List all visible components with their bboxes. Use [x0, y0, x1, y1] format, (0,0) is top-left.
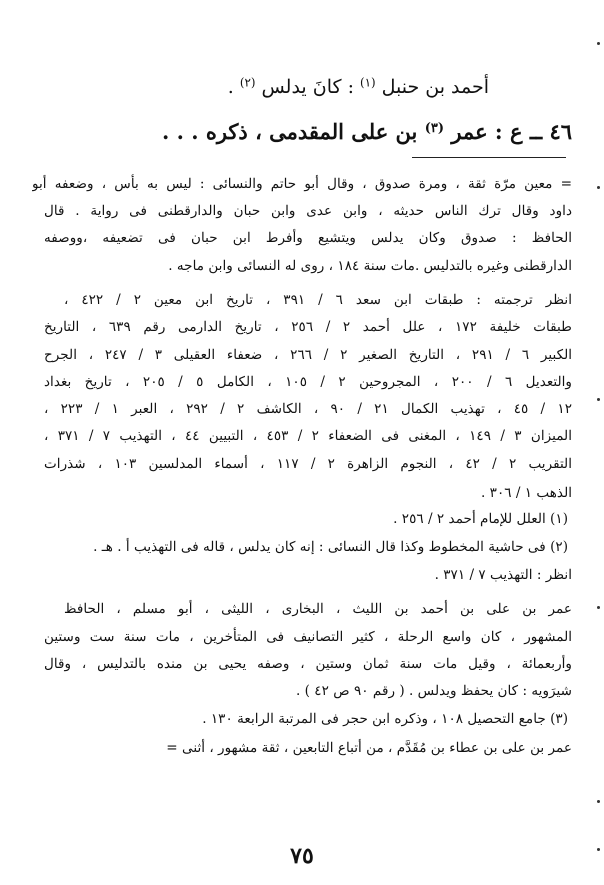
footnote-line: ١٢ / ٤٥ ، تهذيب الكمال ٢١ / ٩٠ ، الكاشف ٢ / ٢٩٢ ، العبر ١ / ٢٢٣ ،	[44, 401, 572, 417]
footnote-line: عمر بن على بن أحمد بن الليث ، البخارى ، الليثى ، أبو مسلم ، الحافظ	[64, 601, 572, 617]
footnote-line: التقريب ٢ / ٤٢ ، النجوم الزاهرة ٢ / ١١٧ ، أسماء المدلسين ١٠٣ ، شذرات	[44, 456, 572, 472]
footnote-line: (١) العلل للإمام أحمد ٢ / ٢٥٦ .	[393, 511, 568, 527]
footnote-line: انظر ترجمته : طبقات ابن سعد ٦ / ٣٩١ ، تاريخ ابن معين ٢ / ٤٢٢ ،	[64, 292, 572, 308]
entry-heading: ٤٦ ــ ع : عمر $^{(٣)}$ بن على المقدمى ، ذكره . . .	[161, 119, 572, 144]
footnote-line: = معين مرّة ثقة ، ومرة صدوق ، وقال أبو حاتم والنسائى : ليس به بأس ، وضعفه أبو	[32, 176, 572, 192]
footnote-line: داود وقال ترك الناس حديثه ، وابن عدى وابن حبان والدارقطنى فى رواية . قال	[44, 203, 572, 219]
footnote-line: وأربعمائة ، وقيل مات سنة ثمان وستين ، وصفه يحيى بن منده بالتدليس ، وقال	[44, 656, 572, 672]
footnote-ref-2[interactable]: (٢)	[239, 75, 256, 90]
footnote-line: والتعديل ٦ / ٢٠٠ ، المجروحين ٢ / ١٠٥ ، الكامل ٥ / ٢٠٥ ، تاريخ بغداد	[44, 374, 572, 390]
footnote-line: الدارقطنى وغيره بالتدليس .مات سنة ١٨٤ ، روى له النسائى وابن ماجه .	[168, 258, 572, 274]
footnote-line: انظر : التهذيب ٧ / ٣٧١ .	[434, 567, 572, 583]
footnote-separator	[412, 157, 566, 158]
footnote-ref-3[interactable]: (٣)	[424, 120, 445, 136]
scan-mark	[597, 186, 600, 189]
scan-mark	[597, 848, 600, 851]
scan-mark	[597, 398, 600, 401]
footnote-line: شيرَويه : كان يحفظ ويدلس . ( رقم ٩٠ ص ٤٢ ) .	[296, 683, 572, 699]
footnote-line: طبقات خليفة ١٧٢ ، علل أحمد ٢ / ٢٥٦ ، تاريخ الدارمى رقم ٦٣٩ ، التاريخ	[44, 319, 572, 335]
main-text-line-1: أحمد بن حنبل $^{(١)}$ : كانَ يدلس $^{(٢)}$ .	[227, 75, 489, 98]
scan-mark	[597, 800, 600, 803]
footnote-line: المشهور ، كان واسع الرحلة ، كثير التصانيف فى المتأخرين ، مات سنة ست وستين	[44, 629, 572, 645]
footnote-ref-1[interactable]: (١)	[360, 75, 376, 90]
scan-mark	[597, 606, 600, 609]
footnote-line: الميزان ٣ / ١٤٩ ، المغنى فى الضعفاء ٢ / ٤٥٣ ، التبيين ٤٤ ، التهذيب ٧ / ٣٧١ ،	[44, 428, 572, 444]
footnote-line: الكبير ٦ / ٢٩١ ، التاريخ الصغير ٢ / ٢٦٦ ، ضعفاء العقيلى ٣ / ٢٤٧ ، الجرح	[44, 347, 572, 363]
footnote-line: عمر بن على بن عطاء بن مُقَدَّم ، من أتباع التابعين ، ثقة مشهور ، أثنى =	[166, 740, 572, 756]
footnote-line: الحافظ : صدوق وكان يدلس ويتشيع وأفرط ابن حبان فى تضعيفه ،ووصفه	[44, 230, 572, 246]
page-number: ٧٥	[290, 843, 314, 869]
footnote-line: (٣) جامع التحصيل ١٠٨ ، وذكره ابن حجر فى المرتبة الرابعة ١٣٠ .	[202, 711, 568, 727]
scan-mark	[597, 42, 600, 45]
footnote-line: الذهب ١ / ٣٠٦ .	[480, 485, 572, 501]
footnote-line: (٢) فى حاشية المخطوط وكذا قال النسائى : إنه كان يدلس ، قاله فى التهذيب أ . هـ .	[93, 539, 568, 555]
